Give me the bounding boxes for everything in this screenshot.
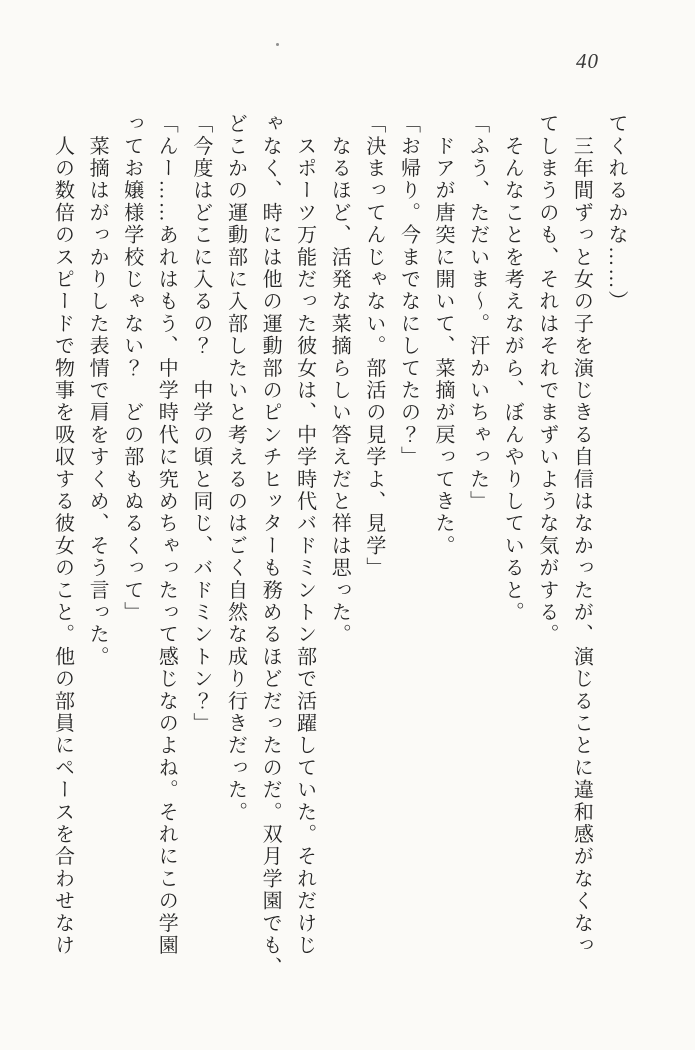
text-column: なるほど、活発な菜摘らしい答えだと祥は思った。 xyxy=(328,113,351,646)
text-column: 「お帰り。今までなにしてたの？」 xyxy=(397,113,420,469)
text-block xyxy=(45,113,633,979)
text-column: どこかの運動部に入部したいと考えるのはごく自然な成り行きだった。 xyxy=(224,113,247,824)
text-column: 菜摘はがっかりした表情で肩をすくめ、そう言った。 xyxy=(86,113,109,668)
text-column: ゃなく、時には他の運動部のピンチヒッターも務めるほどだったのだ。双月学園でも、 xyxy=(259,113,282,979)
text-column: ドアが唐突に開いて、菜摘が戻ってきた。 xyxy=(432,113,455,557)
text-column: 「ふう、ただいま～。汗かいちゃった」 xyxy=(466,113,489,513)
page-number: 40 xyxy=(576,49,599,73)
scan-speck xyxy=(276,43,279,46)
text-column: そんなことを考えながら、ぼんやりしていると。 xyxy=(501,113,524,624)
text-column: 三年間ずっと女の子を演じきる自信はなかったが、演じることに違和感がなくなっ xyxy=(570,113,593,957)
text-column: てくれるかな……） xyxy=(605,113,627,313)
text-column: ってお嬢様学校じゃない？ どの部もぬるくって」 xyxy=(120,113,143,624)
text-column: 「んー……あれはもう、中学時代に究めちゃったって感じなのよね。それにこの学園 xyxy=(155,113,178,957)
text-column: スポーツ万能だった彼女は、中学時代バドミントン部で活躍していた。それだけじ xyxy=(293,113,316,957)
text-column: 「決まってんじゃない。部活の見学よ、見学」 xyxy=(362,113,385,580)
text-column: 人の数倍のスピードで物事を吸収する彼女のこと。他の部員にペースを合わせなけ xyxy=(51,113,74,957)
text-column: てしまうのも、それはそれでまずいような気がする。 xyxy=(535,113,558,646)
text-column: 「今度はどこに入るの？ 中学の頃と同じ、バドミントン？」 xyxy=(189,113,212,735)
